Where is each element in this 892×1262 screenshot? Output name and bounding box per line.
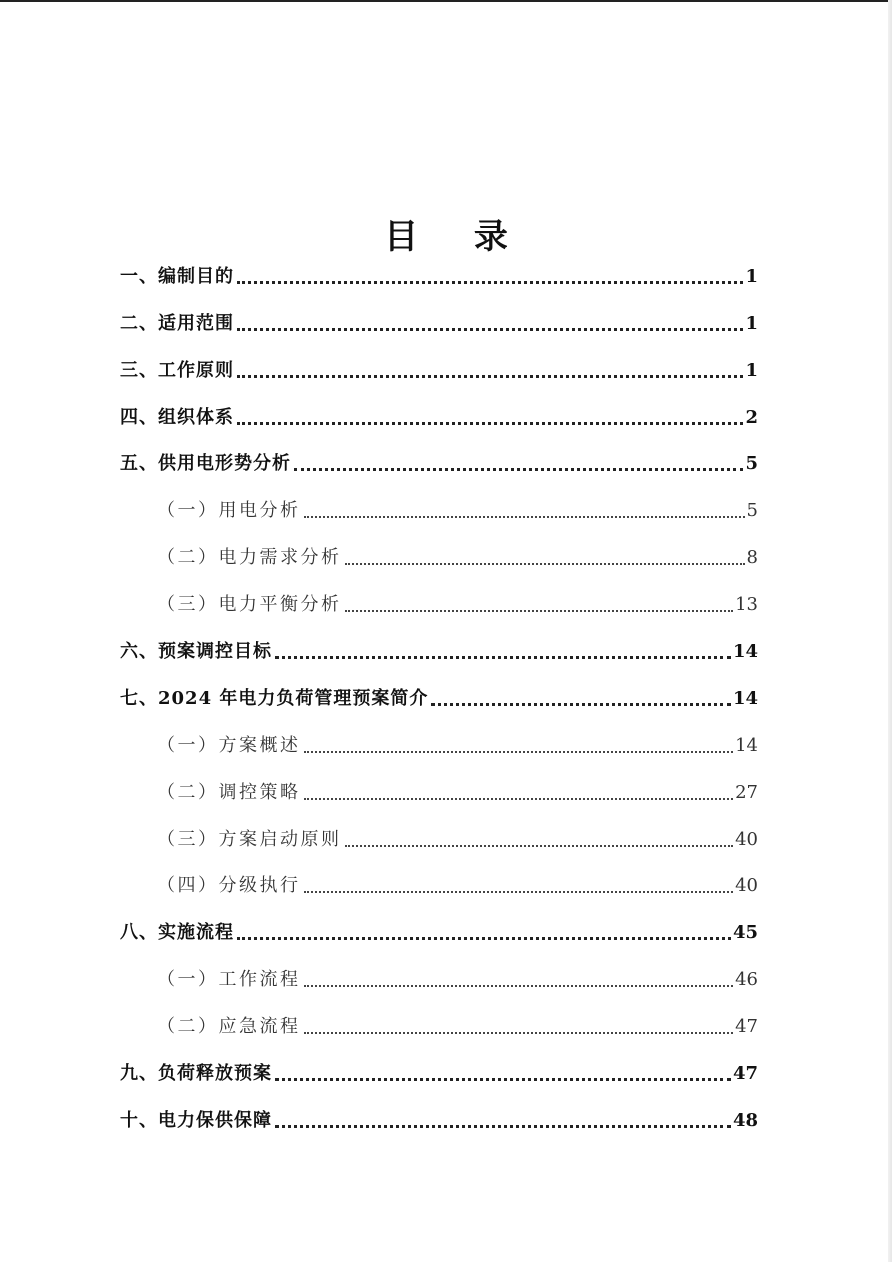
toc-page-number: 46: [735, 969, 758, 991]
toc-entry-label: （四）分级执行: [157, 875, 301, 897]
toc-dot-leader: [237, 422, 743, 425]
toc-entry-label: 一、编制目的: [120, 265, 234, 287]
toc-entry-label: （一）方案概述: [157, 734, 301, 756]
toc-dot-leader: [237, 328, 743, 331]
toc-entry-label: 二、适用范围: [120, 312, 234, 334]
toc-page-number: 13: [735, 594, 758, 616]
toc-entry-label: （一）工作流程: [157, 969, 301, 991]
toc-dot-leader: [431, 703, 731, 706]
toc-subsection-entry[interactable]: [120, 533, 758, 580]
toc-dot-leader: [275, 656, 731, 659]
toc-subsection-entry[interactable]: [120, 862, 758, 909]
toc-page-number: 14: [735, 734, 758, 756]
toc-page-number: 1: [745, 265, 758, 287]
toc-entry-label: （三）电力平衡分析: [157, 594, 342, 616]
toc-subsection-entry[interactable]: [120, 580, 758, 627]
toc-dot-leader: [345, 845, 734, 847]
toc-subsection-entry[interactable]: [120, 721, 758, 768]
toc-entry-label: 八、实施流程: [120, 922, 234, 944]
toc-page-number: 8: [746, 547, 758, 569]
page-title: 目 录: [384, 216, 530, 257]
toc-entry-label: 九、负荷释放预案: [120, 1063, 272, 1085]
toc-section-entry[interactable]: [120, 674, 758, 721]
toc-page-number: 27: [735, 781, 758, 803]
page-edge-shadow: [888, 0, 892, 1262]
toc-page-number: 45: [732, 922, 758, 944]
toc-page-number: 47: [735, 1016, 758, 1038]
toc-dot-leader: [304, 1032, 734, 1034]
toc-section-entry[interactable]: [120, 393, 758, 440]
toc-page-number: 14: [732, 641, 758, 663]
toc-section-entry[interactable]: [120, 299, 758, 346]
toc-entry-label: （三）方案启动原则: [157, 828, 342, 850]
toc-page-number: 14: [732, 687, 758, 709]
toc-page-number: 1: [745, 359, 758, 381]
toc-dot-leader: [294, 468, 743, 471]
toc-subsection-entry[interactable]: [120, 486, 758, 533]
toc-dot-leader: [304, 985, 734, 987]
toc-dot-leader: [304, 798, 734, 800]
toc-dot-leader: [237, 937, 731, 940]
toc-page-number: 40: [735, 828, 758, 850]
toc-page-number: 1: [745, 312, 758, 334]
toc-page-number: 5: [745, 453, 758, 475]
toc-page-number: 40: [735, 875, 758, 897]
toc-page-number: 48: [732, 1109, 758, 1131]
toc-subsection-entry[interactable]: [120, 815, 758, 862]
toc-entry-label: 六、预案调控目标: [120, 641, 272, 663]
toc-dot-leader: [237, 375, 743, 378]
toc-page-number: 5: [746, 500, 758, 522]
toc-entry-label: （一）用电分析: [157, 500, 301, 522]
toc-dot-leader: [304, 516, 745, 518]
toc-subsection-entry[interactable]: [120, 1002, 758, 1049]
toc-section-entry[interactable]: [120, 908, 758, 955]
toc-section-entry[interactable]: [120, 252, 758, 299]
toc-entry-label: 四、组织体系: [120, 406, 234, 428]
toc-section-entry[interactable]: [120, 1049, 758, 1096]
toc-entry-label: （二）调控策略: [157, 781, 301, 803]
toc-entry-label: 五、供用电形势分析: [120, 453, 291, 475]
toc-page-number: 2: [745, 406, 758, 428]
toc-section-entry[interactable]: [120, 346, 758, 393]
toc-section-entry[interactable]: [120, 627, 758, 674]
toc-page-number: 47: [732, 1063, 758, 1085]
toc-dot-leader: [304, 891, 734, 893]
toc-dot-leader: [304, 751, 734, 753]
toc-dot-leader: [345, 563, 745, 565]
toc-entry-label: 十、电力保供保障: [120, 1109, 272, 1131]
page-top-border: [0, 0, 892, 2]
toc-entry-label: 七、2024 年电力负荷管理预案简介: [120, 687, 429, 709]
toc-dot-leader: [345, 610, 734, 612]
table-of-contents: [120, 252, 758, 1143]
toc-dot-leader: [275, 1078, 731, 1081]
toc-entry-label: （二）应急流程: [157, 1016, 301, 1038]
toc-entry-label: 三、工作原则: [120, 359, 234, 381]
toc-entry-label: （二）电力需求分析: [157, 547, 342, 569]
toc-subsection-entry[interactable]: [120, 768, 758, 815]
toc-section-entry[interactable]: [120, 440, 758, 487]
toc-dot-leader: [275, 1125, 731, 1128]
toc-dot-leader: [237, 281, 743, 284]
toc-section-entry[interactable]: [120, 1096, 758, 1143]
toc-subsection-entry[interactable]: [120, 955, 758, 1002]
